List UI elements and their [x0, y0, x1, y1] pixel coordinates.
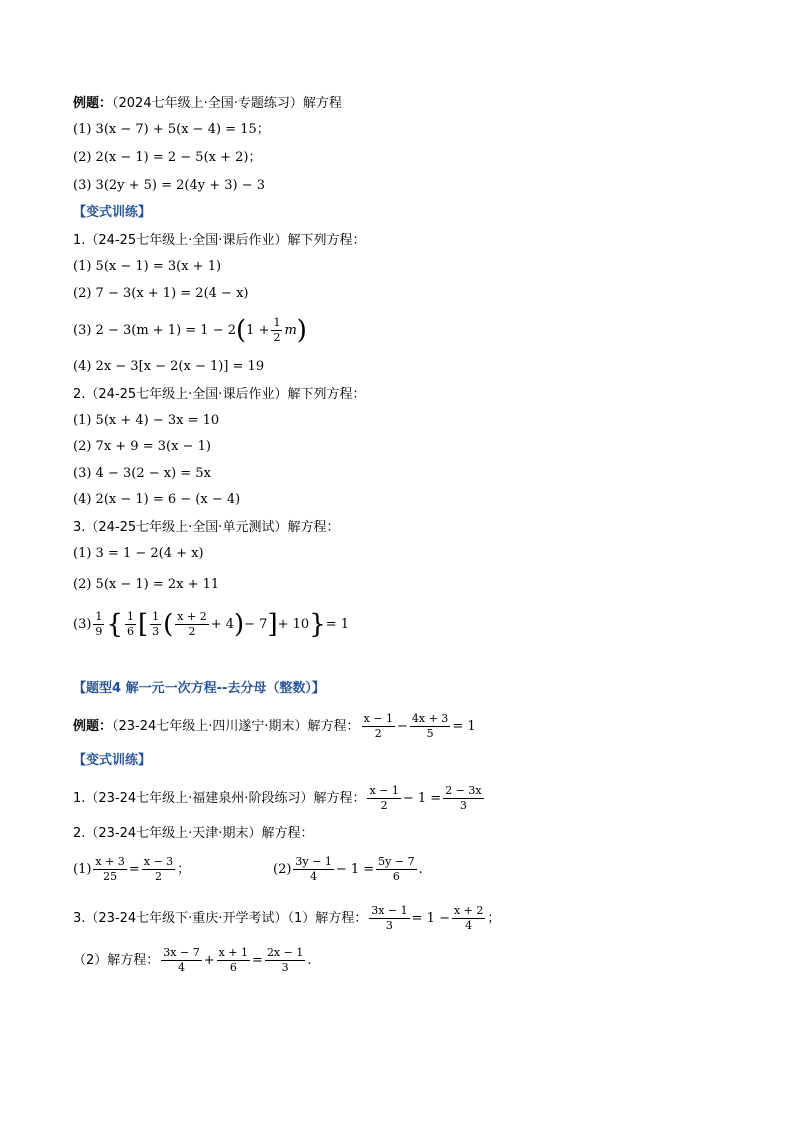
- fraction-denominator: 3: [281, 961, 289, 974]
- equals-one: = 1: [325, 617, 350, 632]
- problem-3-title: 3.（23-24七年级下·重庆·开学考试）（1）解方程：: [73, 911, 368, 926]
- fraction: [265, 946, 305, 975]
- part-label: (2): [273, 862, 292, 877]
- right-paren: ): [234, 609, 245, 640]
- fraction-numerator: 1: [152, 610, 160, 623]
- question-1-title: 1.（24-25七年级上·全国·课后作业）解下列方程：: [73, 233, 366, 248]
- part-label: （2）解方程：: [73, 953, 160, 968]
- fraction-numerator: 3x − 1: [371, 904, 408, 917]
- left-paren: (: [236, 315, 247, 346]
- left-bracket: [: [137, 609, 149, 640]
- fraction-numerator: 5y − 7: [378, 855, 415, 868]
- q1-item-3-prefix: (3) 2 − 3(m + 1) = 1 − 2: [73, 323, 237, 338]
- q2-item-3: (3) 4 − 3(2 − x) = 5x: [73, 466, 211, 481]
- operator: −: [396, 719, 408, 734]
- problem-2-part-2: [273, 855, 423, 884]
- part-label: (1): [73, 862, 92, 877]
- fraction-denominator: 4: [310, 870, 318, 883]
- fraction-denominator: 25: [103, 870, 118, 883]
- fraction-numerator: 1: [126, 610, 134, 623]
- q1-item-3-inner: 1 +: [246, 323, 270, 338]
- fraction: [150, 610, 161, 639]
- q1-item-3: [73, 316, 307, 345]
- fraction-numerator: 1: [273, 316, 281, 329]
- example-source: （2024七年级上·全国·专题练习）解方程: [112, 96, 342, 111]
- right-brace: }: [309, 609, 326, 640]
- fraction-denominator: 9: [95, 625, 103, 638]
- fraction-denominator: 2: [374, 727, 382, 740]
- q1-item-1: (1) 5(x − 1) = 3(x + 1): [73, 259, 222, 274]
- q2-item-1: (1) 5(x + 4) − 3x = 10: [73, 413, 220, 428]
- q3-item-2: (2) 5(x − 1) = 2x + 11: [73, 577, 220, 592]
- term: − 7: [244, 617, 268, 632]
- example-1-item-1: (1) 3(x − 7) + 5(x − 4) = 15；: [73, 122, 270, 137]
- fraction-denominator: 2: [380, 799, 388, 812]
- variable: m: [284, 323, 297, 338]
- problem-1: [73, 784, 486, 813]
- fraction-numerator: x − 3: [143, 855, 174, 868]
- fraction-numerator: 2 − 3x: [445, 784, 482, 797]
- punctuation: .: [418, 862, 423, 877]
- fraction: [125, 610, 136, 639]
- operator: =: [128, 862, 140, 877]
- problem-3-part-2: [73, 946, 312, 975]
- operator: − 1 =: [402, 791, 442, 806]
- fraction-denominator: 2: [154, 870, 162, 883]
- fraction-denominator: 5: [426, 727, 434, 740]
- example-1-header: [73, 96, 342, 112]
- example-2: [73, 712, 476, 741]
- left-paren: (: [163, 609, 174, 640]
- q2-item-4: (4) 2(x − 1) = 6 − (x − 4): [73, 492, 241, 507]
- fraction: [93, 855, 126, 884]
- fraction-numerator: x + 3: [95, 855, 125, 868]
- question-2-title: 2.（24-25七年级上·全国·课后作业）解下列方程：: [73, 387, 366, 402]
- fraction: [452, 904, 485, 933]
- left-brace: {: [106, 609, 123, 640]
- fraction-numerator: x + 2: [177, 610, 207, 623]
- fraction: [161, 946, 201, 975]
- punctuation: ；: [177, 862, 191, 877]
- fraction: [367, 784, 400, 813]
- operator: =: [252, 953, 263, 968]
- example-source: （23-24七年级上·四川遂宁·期末）解方程：: [112, 719, 360, 734]
- fraction-numerator: 2x − 1: [266, 946, 304, 959]
- question-3-title: 3.（24-25七年级上·全国·单元测试）解方程：: [73, 520, 340, 535]
- fraction-numerator: x + 2: [453, 904, 484, 917]
- fraction: [175, 610, 208, 639]
- fraction-denominator: 6: [392, 870, 400, 883]
- fraction: [93, 610, 104, 639]
- fraction-denominator: 3: [385, 919, 393, 932]
- example-label: 例题：: [73, 96, 113, 111]
- right-bracket: ]: [267, 609, 278, 640]
- fraction-numerator: 4x + 3: [411, 712, 449, 725]
- fraction-denominator: 6: [229, 961, 237, 974]
- fraction-denominator: 3: [459, 799, 467, 812]
- operator: +: [203, 953, 215, 968]
- operator: − 1 =: [335, 862, 375, 877]
- fraction-denominator: 4: [177, 961, 185, 974]
- term: + 10: [277, 617, 310, 632]
- operator: = 1 −: [411, 911, 450, 926]
- fraction: [443, 784, 483, 813]
- fraction: [362, 712, 395, 741]
- fraction-numerator: 3y − 1: [295, 855, 332, 868]
- q1-item-4: (4) 2x − 3[x − 2(x − 1)] = 19: [73, 359, 265, 374]
- q2-item-2: (2) 7x + 9 = 3(x − 1): [73, 439, 211, 454]
- fraction-numerator: 3x − 7: [163, 946, 200, 959]
- q3-item-3-label: (3): [73, 617, 92, 632]
- fraction: [376, 855, 416, 884]
- fraction-numerator: 1: [95, 610, 103, 623]
- fraction-numerator: x − 1: [369, 784, 399, 797]
- problem-3-part-1: [73, 904, 500, 933]
- right-paren: ): [296, 315, 307, 346]
- problem-2-title: 2.（23-24七年级上·天津·期末）解方程：: [73, 826, 314, 841]
- variant-training-label: 【变式训练】: [73, 205, 152, 220]
- q1-item-2: (2) 7 − 3(x + 1) = 2(4 − x): [73, 286, 249, 301]
- fraction-denominator: 6: [126, 625, 134, 638]
- example-1-item-3: (3) 3(2y + 5) = 2(4y + 3) − 3: [73, 178, 266, 193]
- q3-item-1: (1) 3 = 1 − 2(4 + x): [73, 546, 204, 561]
- fraction-denominator: 4: [465, 919, 473, 932]
- fraction: [369, 904, 409, 933]
- fraction: [271, 316, 282, 345]
- fraction-denominator: 2: [188, 625, 196, 638]
- q3-item-3: [73, 610, 349, 639]
- fraction-numerator: x − 1: [363, 712, 393, 725]
- fraction: [142, 855, 175, 884]
- example-label: 例题：: [73, 719, 113, 734]
- problem-2-part-1: [73, 855, 190, 884]
- problem-1-title: 1.（23-24七年级上·福建泉州·阶段练习）解方程：: [73, 791, 366, 806]
- fraction: [410, 712, 450, 741]
- punctuation: ；: [487, 911, 501, 926]
- fraction: [217, 946, 250, 975]
- fraction-numerator: x + 1: [218, 946, 249, 959]
- term: + 4: [210, 617, 234, 632]
- fraction-denominator: 2: [273, 331, 281, 344]
- fraction: [293, 855, 333, 884]
- section-4-title: 【题型4 解一元一次方程--去分母（整数）】: [73, 681, 325, 696]
- punctuation: .: [307, 953, 312, 968]
- fraction-denominator: 3: [152, 625, 160, 638]
- variant-training-label-2: 【变式训练】: [73, 753, 152, 768]
- rhs: = 1: [452, 719, 476, 734]
- example-1-item-2: (2) 2(x − 1) = 2 − 5(x + 2)；: [73, 150, 262, 165]
